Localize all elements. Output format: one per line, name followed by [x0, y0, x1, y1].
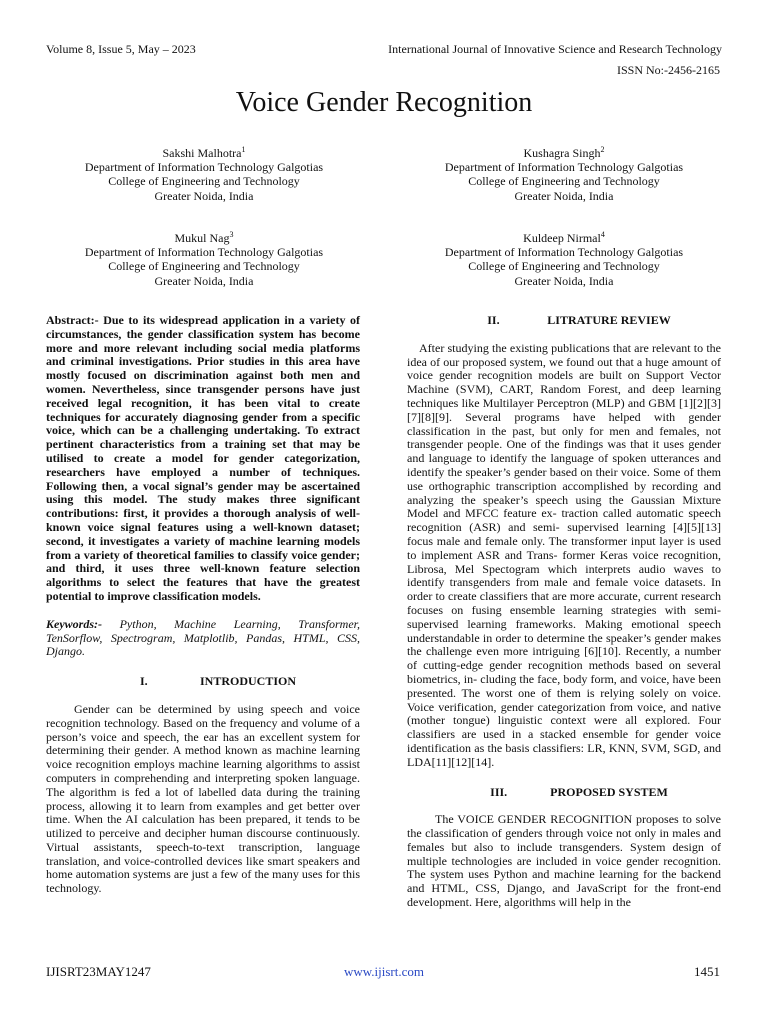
author-superscript: 3 — [229, 230, 234, 239]
section-title: PROPOSED SYSTEM — [550, 784, 668, 799]
author-city: Greater Noida, India — [514, 188, 614, 203]
author-city: Greater Noida, India — [154, 188, 254, 203]
author-name: Sakshi Malhotra — [162, 146, 242, 160]
keywords-text: Python, Machine Learning, Transformer, TenSorflow, Spectrogram, Matplotlib, Pandas, HTML, CSS, Django. — [46, 616, 360, 659]
author-college: College of Engineering and Technology — [108, 174, 300, 189]
author-department: Department of Information Technology Galgotias — [84, 245, 324, 260]
section-number: II. — [487, 313, 500, 327]
footer-paper-code: IJISRT23MAY1247 — [46, 964, 151, 979]
header-volume: Volume 8, Issue 5, May – 2023 — [46, 42, 196, 56]
section-number: III. — [490, 784, 508, 799]
proposed-system-paragraph: The VOICE GENDER RECOGNITION proposes to solve the classification of genders through voice not only in males and females but also to include transgenders. System design of multiple technologies are included in voice gender recognition. The system uses Python and machine learning for the backend and HTML, CSS, Django, and JavaScript for the front-end development. Here, algorithms will help in the — [407, 812, 721, 910]
author-superscript: 4 — [600, 230, 605, 239]
section-heading-proposed-system — [407, 786, 721, 800]
left-column — [46, 314, 360, 896]
author-block-2 — [414, 146, 714, 203]
footer-page-number: 1451 — [694, 964, 720, 979]
section-number: I. — [139, 674, 148, 689]
section-title: LITRATURE REVIEW — [547, 313, 671, 327]
section-title: INTRODUCTION — [199, 674, 296, 689]
author-college: College of Engineering and Technology — [468, 259, 660, 274]
section-heading-literature-review — [407, 314, 721, 328]
author-block-3 — [54, 231, 354, 288]
keywords — [46, 618, 360, 659]
right-column — [407, 314, 721, 910]
author-department: Department of Information Technology Galgotias — [444, 160, 684, 175]
literature-review-paragraph: After studying the existing publications that are relevant to the idea of our proposed system, we found out that a huge amount of voice gender recognition models are built on Support Vector Machine (SVM), CART, Random Forest, and deep learning techniques like Multilayer Perceptron (MLP) and GBM [1][2][3][7][8][9]. Several programs have helped with gender classification in the past, but only for men and females, not transgender people. One of the findings was that it uses gender and language to identify the language of spoken utterances and identify the speaker’s gender based on their voice. Some of them use orthographic transcription accomplished by recording and analyzing the speaker’s speech using the Gaussian Mixture Model and MFCC feature ex- traction called automatic speech recognition (ASR) and semi- supervised learning [4][5][13] focus male and female only. The transformer input layer is used to implement ASR and Trans- former Keras voice recognition, Librosa, Mel Spectogram which interprets audio waves to identify transgenders from male and female voice datasets. In order to create classifiers that are more accurate, current research focuses on fusing ensemble learning strategies with semi-supervised learning frameworks. Making emotional speech understandable in order to determine the speaker’s gender makes the challenge even more intriguing [6][10]. Recently, a number of cutting-edge gender recognition methods based on several biometrics, in- cluding the face, body form, and voice, have been presented. The worst one of them is relying solely on voice. Voice verification, gender categorization from voice, and native (mother tongue) linguistic context were all explored. Four classifiers are used in a stacked ensemble for gender voice identification as the basis classifiers: LR, KNN, SVM, SGD, and LDA[11][12][14]. — [407, 340, 721, 769]
author-name: Mukul Nag — [174, 231, 230, 245]
keywords-label: Keywords:- — [46, 616, 102, 631]
header-issn: ISSN No:-2456-2165 — [616, 63, 720, 77]
author-department: Department of Information Technology Galgotias — [84, 160, 324, 175]
header-journal-name: International Journal of Innovative Science and Research Technology — [388, 42, 722, 56]
author-city: Greater Noida, India — [514, 273, 614, 288]
author-block-4 — [414, 231, 714, 288]
author-department: Department of Information Technology Galgotias — [444, 245, 684, 260]
author-name: Kuldeep Nirmal — [523, 231, 601, 245]
author-superscript: 2 — [600, 145, 605, 154]
paper-title: Voice Gender Recognition — [235, 87, 533, 118]
section-heading-introduction — [46, 675, 360, 689]
abstract: Abstract:- Due to its widespread application in a variety of circumstances, the gender classification system has become more and more relevant including social media platforms and criminal investigations. Prior studies in this area have mostly focused on discrimination against both men and women. Nevertheless, since transgender persons have just received legal recognition, it has been vital to create techniques for accurately diagnosing gender from a specific voice, which can be a challenging undertaking. To extract pertinent characteristics from a training set that may be utilised to create a model for gender categorization, researchers have employed a number of techniques. Following then, a vocal signal’s gender may be ascertained using this model. The study makes three significant contributions: first, it provides a thorough analysis of well-known voice signal features using a well-known dataset; second, it investigates a variety of machine learning models from a variety of theoretical families to classify voice gender; and third, it uses three well-known feature selection algorithms to select the features that have the greatest potential to improve classification models. — [46, 313, 360, 603]
footer-website-link[interactable]: www.ijisrt.com — [343, 964, 425, 979]
author-superscript: 1 — [241, 145, 246, 154]
author-college: College of Engineering and Technology — [108, 259, 300, 274]
author-city: Greater Noida, India — [154, 273, 254, 288]
introduction-paragraph: Gender can be determined by using speech and voice recognition technology. Based on the frequency and volume of a person’s voice and speech, the ear has an excellent system for determining their gender. A method known as machine learning voice recognition employs machine learning algorithms to assist computers in comprehending and interpreting spoken language. The algorithm is fed a lot of labelled data during the training process, allowing it to learn from examples and get better over time. When the AI calculation has been prepared, it tends to be utilized to perceive and decipher human discourse continuously. Virtual assistants, speech-to-text transcription, language translation, and voice-controlled devices like smart speakers and home automation systems are just a few of the many uses for this technology. — [46, 701, 360, 896]
author-college: College of Engineering and Technology — [468, 174, 660, 189]
author-name: Kushagra Singh — [523, 146, 601, 160]
author-block-1 — [54, 146, 354, 203]
